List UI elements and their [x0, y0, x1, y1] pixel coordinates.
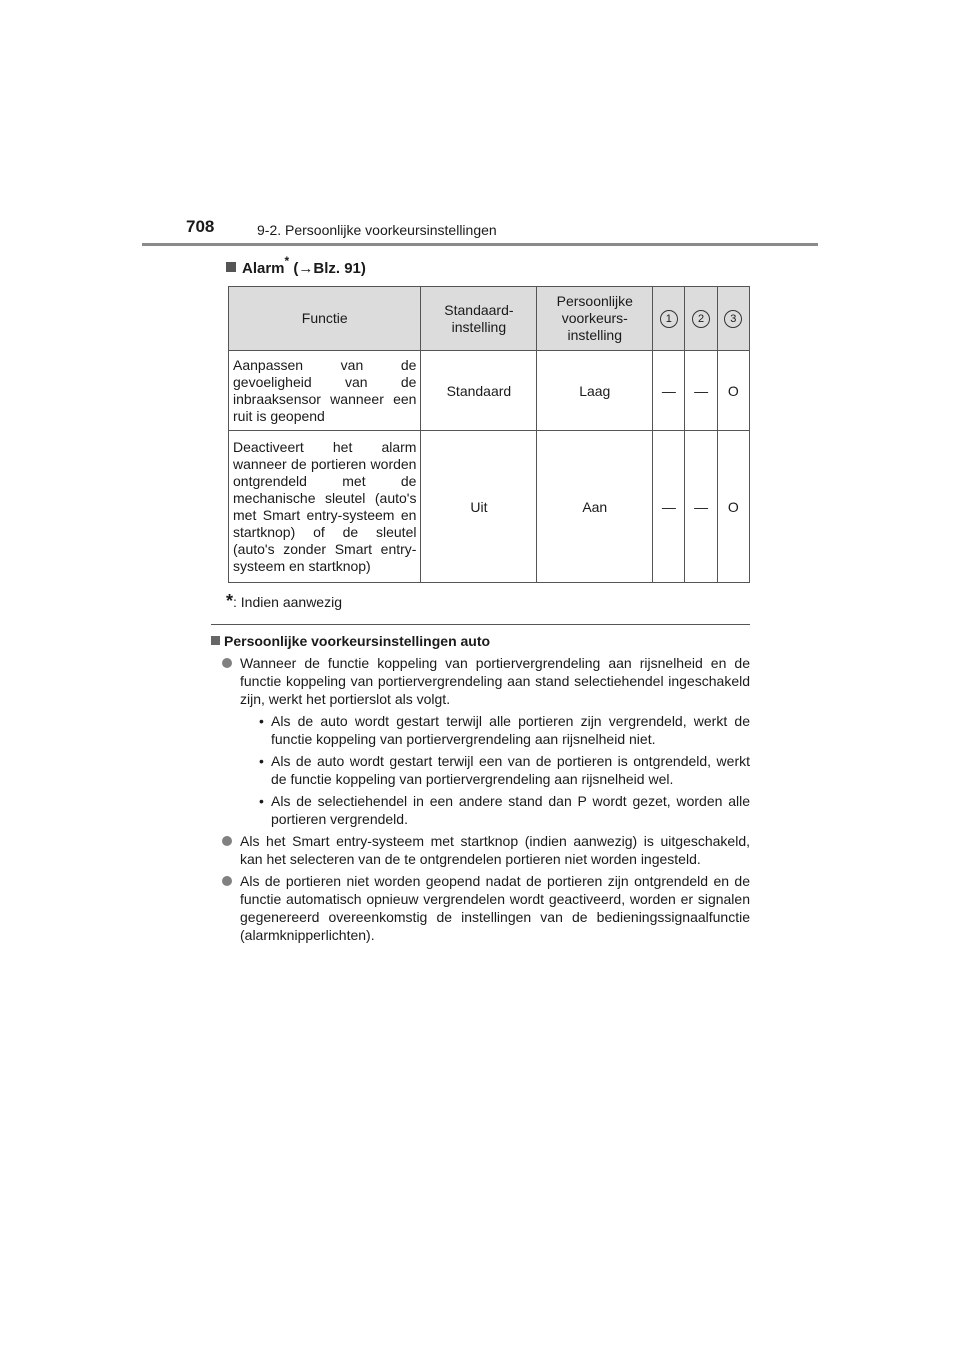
notes-title-text: Persoonlijke voorkeursinstellingen auto [224, 633, 491, 649]
cell-default: Uit [421, 431, 537, 583]
list-item [222, 832, 750, 868]
sub-list-item [240, 792, 750, 828]
footnote-text: : Indien aanwezig [233, 594, 342, 610]
col-header-personal: Persoonlijke voorkeurs- instelling [537, 287, 653, 351]
square-bullet-icon [211, 636, 220, 645]
cell-personal: Laag [537, 351, 653, 431]
col-header-function: Functie [229, 287, 421, 351]
col-header-default: Standaard- instelling [421, 287, 537, 351]
notes-title [211, 633, 490, 649]
sub-list-item [240, 752, 750, 788]
bullet-dot-icon [222, 658, 232, 668]
footnote-mark: * [226, 591, 234, 611]
square-bullet-icon [226, 262, 236, 272]
chapter-title: 9-2. Persoonlijke voorkeursinstellingen [257, 222, 497, 238]
col-header-method-1 [653, 287, 685, 351]
footnote [226, 591, 342, 612]
cell-method-2: — [685, 351, 717, 431]
sub-list-item-text: Als de auto wordt gestart terwijl een van de portieren is ontgrendeld, werkt de functie koppeling van portiervergrendeling aan rijsnelheid wel. [271, 753, 750, 787]
settings-table [228, 286, 750, 583]
circled-2-icon: 2 [692, 310, 710, 328]
circled-3-icon: 3 [724, 310, 742, 328]
cell-function: Aanpassen van de gevoeligheid van de inbraaksensor wanneer een ruit is geopend [229, 351, 421, 431]
list-item-text: Wanneer de functie koppeling van portiervergrendeling aan rijsnelheid en de functie koppeling van portiervergrendeling aan stand selectiehendel ingeschakeld zijn, werkt het portierslot als volgt. [240, 655, 750, 707]
table-header-row [229, 287, 750, 351]
table-row [229, 431, 750, 583]
page-number: 708 [186, 217, 215, 236]
sub-list-item [240, 712, 750, 748]
cell-method-1: — [653, 431, 685, 583]
cell-method-1: — [653, 351, 685, 431]
list-item [222, 872, 750, 944]
section-divider [211, 624, 750, 625]
cell-method-3: O [717, 351, 749, 431]
col-header-method-2 [685, 287, 717, 351]
section-title-text: Alarm [242, 260, 285, 277]
circled-1-icon: 1 [660, 310, 678, 328]
cell-default: Standaard [421, 351, 537, 431]
section-asterisk: * [284, 254, 290, 268]
col-header-method-3 [717, 287, 749, 351]
sub-list-item-text: Als de selectiehendel in een andere stand dan P wordt gezet, worden alle portieren vergrendeld. [271, 793, 750, 827]
bullet-dot-icon [222, 836, 232, 846]
cell-personal: Aan [537, 431, 653, 583]
cell-function: Deactiveert het alarm wanneer de portieren worden ontgrendeld met de mechanische sleutel (auto's met Smart entry-systeem en startknop) of de sleutel (auto's zonder Smart entry-systeem en startknop) [229, 431, 421, 583]
sub-list-item-text: Als de auto wordt gestart terwijl alle portieren zijn vergrendeld, werkt de functie koppeling van portiervergrendeling aan rijsnelheid niet. [271, 713, 750, 747]
table-row [229, 351, 750, 431]
cell-method-3: O [717, 431, 749, 583]
cell-method-2: — [685, 431, 717, 583]
list-item-text: Als de portieren niet worden geopend nadat de portieren zijn ontgrendeld en de functie automatisch opnieuw vergrendelen wordt geactiveerd, worden er signalen gegenereerd overeenkomstig de instellingen van de bedieningssignaalfunctie (alarmknipperlichten). [240, 873, 750, 943]
bullet-icon: • [259, 713, 264, 729]
bullet-icon: • [259, 793, 264, 809]
notes-list [222, 654, 750, 948]
bullet-dot-icon [222, 876, 232, 886]
section-page-reference: (→Blz. 91) [293, 260, 366, 277]
list-item-text: Als het Smart entry-systeem met startknop (indien aanwezig) is uitgeschakeld, kan het selecteren van de te ontgrendelen portieren niet worden ingesteld. [240, 833, 750, 867]
list-item [222, 654, 750, 828]
section-title [226, 256, 366, 277]
bullet-icon: • [259, 753, 264, 769]
header-rule [142, 243, 818, 246]
